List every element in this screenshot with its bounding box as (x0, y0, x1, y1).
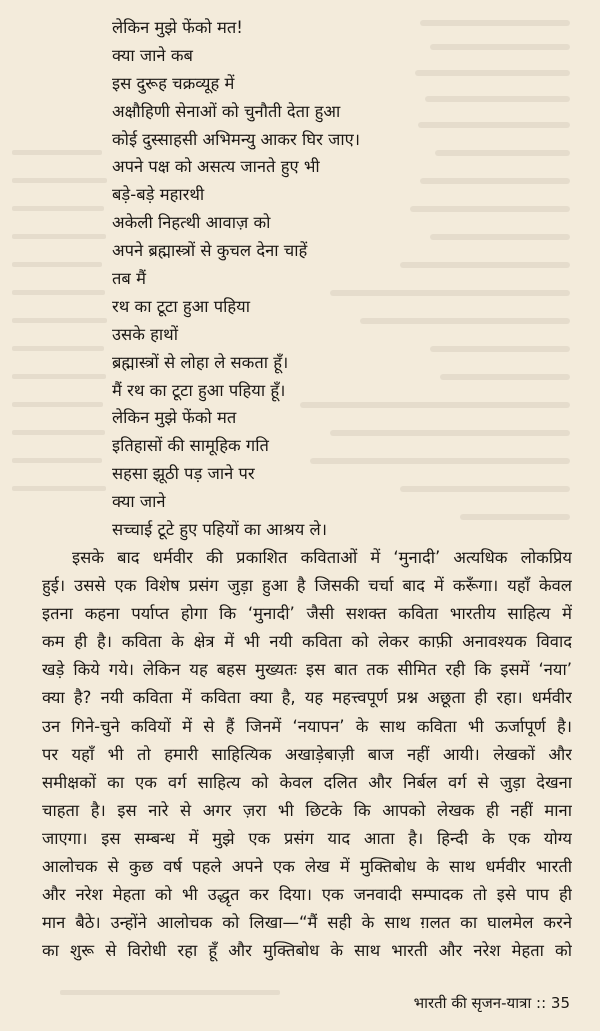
prose-line: उन गिने-चुने कवियों में से हैं जिनमें ‘नयापन’ के साथ कविता भी ऊर्जापूर्ण है। (42, 716, 572, 736)
prose-line: का शुरू से विरोधी रहा हूँ और मुक्तिबोध के साथ भारती और नरेश मेहता को (42, 941, 572, 961)
poem-line: रथ का टूटा हुआ पहिया (112, 296, 250, 316)
prose-line: हुई। उससे एक विशेष प्रसंग जुड़ा हुआ है जिसकी चर्चा बाद में करूँगा। यहाँ केवल (42, 576, 572, 596)
prose-line: और नरेश मेहता को भी उद्धृत कर दिया। एक जनवादी सम्पादक तो इसे पाप ही (42, 885, 572, 905)
poem-line: उसके हाथों (112, 324, 178, 344)
poem-line: लेकिन मुझे फेंको मत! (112, 18, 243, 37)
poem-line: बड़े-बड़े महारथी (112, 185, 205, 205)
prose-line: समीक्षकों का एक वर्ग साहित्य को केवल दलित और निर्बल वर्ग से जुड़ा देखना (42, 772, 572, 792)
prose-paragraph (42, 544, 572, 965)
poem-line: कोई दुस्साहसी अभिमन्यु आकर घिर जाए। (112, 129, 360, 149)
prose-line: कम ही है। कविता के क्षेत्र में भी नयी कविता को लेकर काफ़ी अनावश्यक विवाद (42, 632, 572, 652)
poem-line: ब्रह्मास्त्रों से लोहा ले सकता हूँ। (112, 352, 289, 372)
poem-line: अकेली निहत्थी आवाज़ को (112, 213, 271, 233)
poem-line: इतिहासों की सामूहिक गति (112, 436, 269, 456)
prose-line: खड़े किये गये। लेकिन यह बहस मुख्यतः इस बात तक सीमित रही कि इसमें ‘नया’ (42, 660, 572, 680)
poem-line: तब मैं (112, 269, 146, 289)
poem-line: लेकिन मुझे फेंको मत (112, 408, 237, 428)
poem-line: मैं रथ का टूटा हुआ पहिया हूँ। (112, 380, 286, 400)
prose-line: इतना कहना पर्याप्त होगा कि ‘मुनादी’ जैसी सशक्त कविता भारतीय साहित्य में (42, 604, 572, 624)
prose-line: आलोचक से कुछ वर्ष पहले अपने एक लेख में मुक्तिबोध के साथ धर्मवीर भारती (42, 857, 572, 877)
poem-block (112, 14, 582, 544)
poem-line: अक्षौहिणी सेनाओं को चुनौती देता हुआ (112, 101, 341, 121)
prose-line: क्या है? नयी कविता में कविता क्या है, यह महत्त्वपूर्ण प्रश्न अछूता ही रहा। धर्मवीर (42, 688, 572, 708)
prose-line: पर यहाँ भी तो हमारी साहित्यिक अखाड़ेबाज़ी बाज नहीं आयी। लेखकों और (42, 744, 572, 764)
poem-line: इस दुरूह चक्रव्यूह में (112, 73, 235, 93)
running-footer: भारती की सृजन-यात्रा :: 35 (413, 994, 570, 1012)
poem-line: अपने ब्रह्मास्त्रों से कुचल देना चाहें (112, 241, 308, 261)
prose-line: चाहता है। इस नारे से अगर ज़रा भी छिटके कि आपको लेखक ही नहीं माना (42, 800, 572, 820)
prose-line: इसके बाद धर्मवीर की प्रकाशित कविताओं में ‘मुनादी’ अत्यधिक लोकप्रिय (72, 548, 572, 567)
poem-line: क्या जाने कब (112, 45, 193, 65)
poem-line: सच्चाई टूटे हुए पहियों का आश्रय ले। (112, 520, 327, 540)
prose-line: जाएगा। इस सम्बन्ध में मुझे एक प्रसंग याद आता है। हिन्दी के एक योग्य (42, 828, 572, 848)
poem-line: सहसा झूठी पड़ जाने पर (112, 464, 255, 484)
poem-line: क्या जाने (112, 492, 166, 512)
prose-line: मान बैठे। उन्होंने आलोचक को लिखा—“मैं सही के साथ ग़लत का घालमेल करने (42, 913, 572, 933)
poem-line: अपने पक्ष को असत्य जानते हुए भी (112, 157, 320, 177)
